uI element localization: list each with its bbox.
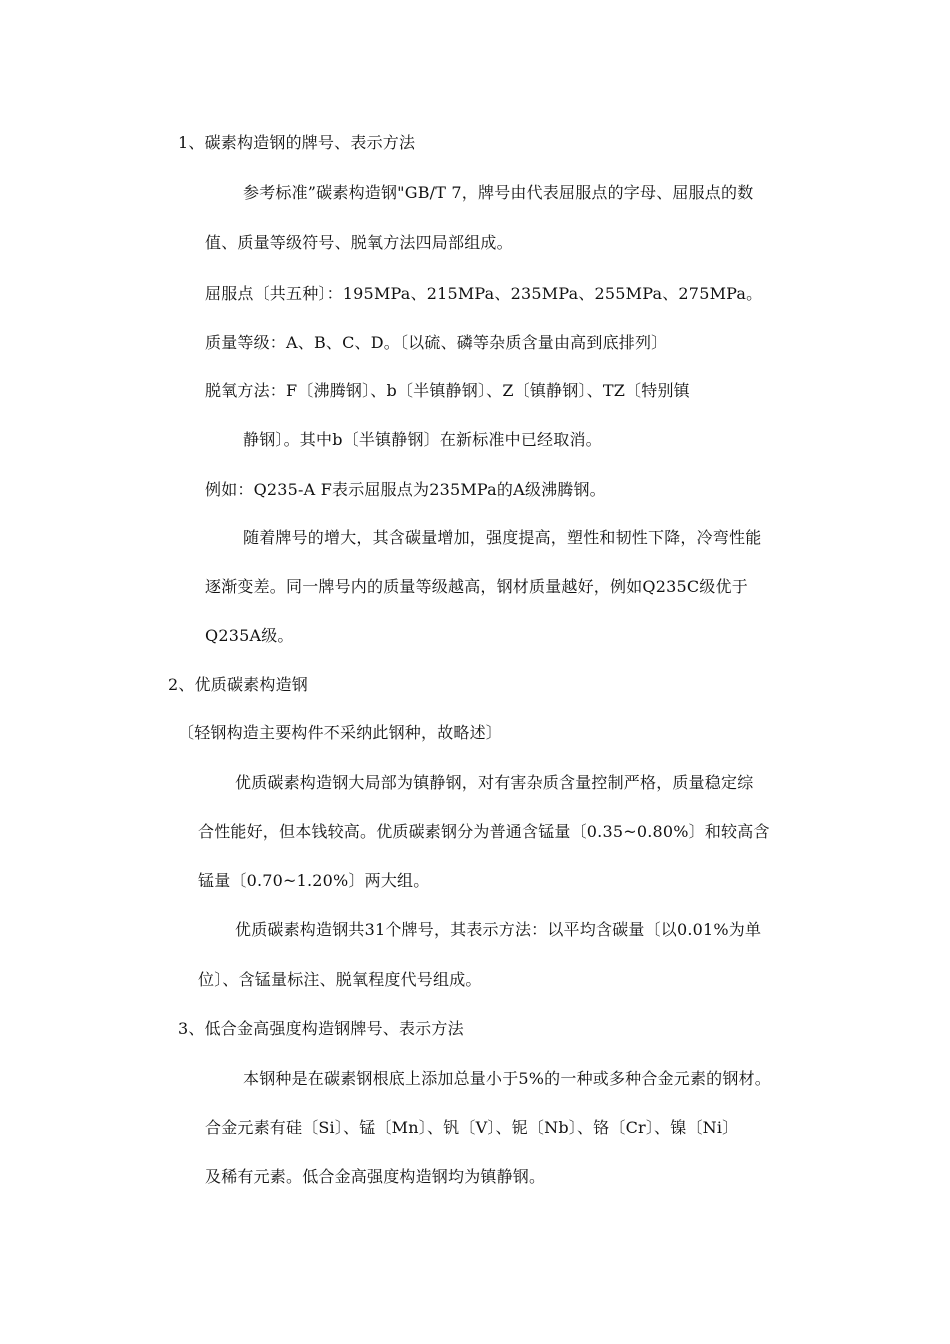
section-2-paragraph-line: 锰量〔0.70~1.20%〕两大组。 — [198, 871, 430, 890]
section-1-quality-grade-line: 质量等级：A、B、C、D。〔以硫、磷等杂质含量由高到底排列〕 — [205, 333, 668, 352]
section-2-paragraph-line: 位〕、含锰量标注、脱氧程度代号组成。 — [198, 970, 482, 989]
section-1-paragraph-line: 值、质量等级符号、脱氧方法四局部组成。 — [205, 233, 513, 252]
section-3-paragraph-line: 本钢种是在碳素钢根底上添加总量小于5%的一种或多种合金元素的钢材。 — [243, 1069, 771, 1088]
section-1-paragraph-line: 参考标准”碳素构造钢"GB/T 7，牌号由代表屈服点的字母、屈服点的数 — [243, 183, 754, 202]
section-1-paragraph-line: Q235A级。 — [205, 626, 294, 645]
section-1-paragraph-line: 逐渐变差。同一牌号内的质量等级越高，钢材质量越好，例如Q235C级优于 — [205, 577, 748, 596]
section-1-heading: 1、碳素构造钢的牌号、表示方法 — [178, 133, 416, 152]
section-3-paragraph-line: 及稀有元素。低合金高强度构造钢均为镇静钢。 — [205, 1167, 546, 1186]
section-1-deoxidation-line: 脱氧方法：F〔沸腾钢〕、b〔半镇静钢〕、Z〔镇静钢〕、TZ〔特别镇 — [205, 381, 690, 400]
section-2-heading: 2、优质碳素构造钢 — [168, 675, 308, 694]
section-3-alloy-elements-line: 合金元素有硅〔Si〕、锰〔Mn〕、钒〔V〕、铌〔Nb〕、铬〔Cr〕、镍〔Ni〕 — [205, 1118, 739, 1137]
section-1-example-line: 例如：Q235-A F表示屈服点为235MPa的A级沸腾钢。 — [205, 480, 606, 499]
section-3-heading: 3、低合金高强度构造钢牌号、表示方法 — [178, 1019, 464, 1038]
section-2-paragraph-line: 优质碳素构造钢共31个牌号，其表示方法：以平均含碳量〔以0.01%为单 — [235, 920, 762, 939]
section-2-paragraph-line: 合性能好，但本钱较高。优质碳素钢分为普通含锰量〔0.35~0.80%〕和较高含 — [198, 822, 770, 841]
section-1-paragraph-line: 随着牌号的增大，其含碳量增加，强度提高，塑性和韧性下降，冷弯性能 — [243, 528, 762, 547]
section-1-yield-point-line: 屈服点〔共五种〕：195MPa、215MPa、235MPa、255MPa、275MPa。 — [205, 284, 763, 303]
section-1-deoxidation-line: 静钢〕。其中b〔半镇静钢〕在新标准中已经取消。 — [243, 430, 602, 449]
section-2-note-line: 〔轻钢构造主要构件不采纳此钢种，故略述〕 — [178, 723, 503, 742]
section-2-paragraph-line: 优质碳素构造钢大局部为镇静钢，对有害杂质含量控制严格，质量稳定综 — [235, 773, 754, 792]
